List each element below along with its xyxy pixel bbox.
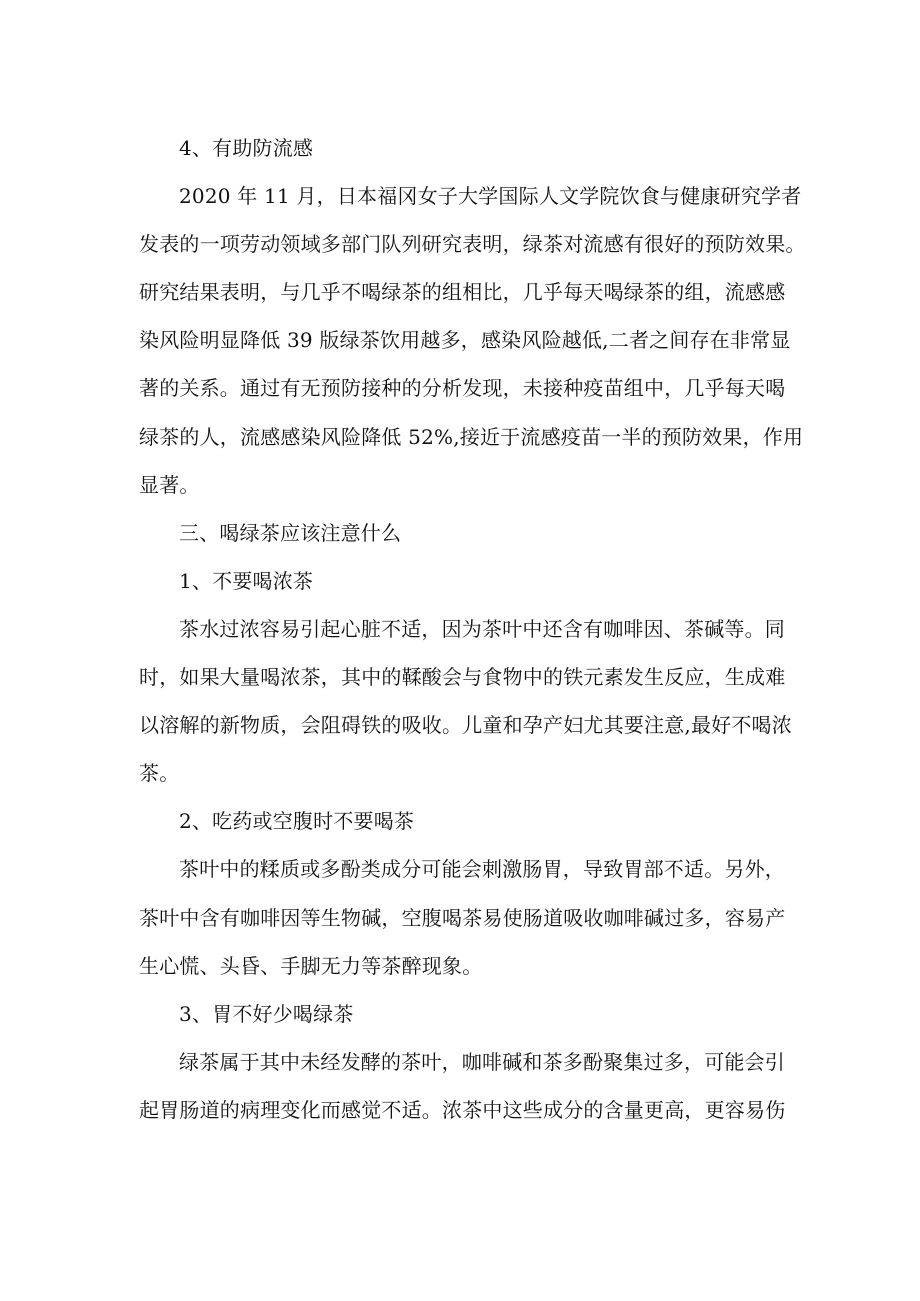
paragraph-line: 2020 年 11 月，日本福冈女子大学国际人文学院饮食与健康研究学者 [179,184,802,209]
paragraph-line: 起胃肠道的病理变化而感觉不适。浓茶中这些成分的含量更高，更容易伤 [139,1097,786,1122]
section-heading-strong-tea [139,557,784,605]
section-heading-stomach [139,990,784,1038]
heading-line: 1、不要喝浓茶 [179,568,314,593]
paragraph-line: 显著。 [139,472,200,497]
paragraph-line: 绿茶的人，流感感染风险降低 52%,接近于流感疫苗一半的预防效果，作用 [139,424,804,449]
heading-line: 3、胃不好少喝绿茶 [179,1001,354,1026]
paragraph-line: 绿茶属于其中未经发酵的茶叶，咖啡碱和茶多酚聚集过多，可能会引 [179,1049,785,1074]
paragraph-line: 茶水过浓容易引起心脏不适，因为茶叶中还含有咖啡因、茶碱等。同 [179,616,785,641]
paragraph-line: 茶叶中含有咖啡因等生物碱，空腹喝茶易使肠道吸收咖啡碱过多，容易产 [139,905,786,930]
paragraph-strong-tea [139,605,792,797]
paragraph-flu-research [139,172,806,509]
section-heading-precautions [139,509,784,557]
section-heading-empty-stomach [139,797,784,845]
paragraph-line: 茶。 [139,761,180,786]
paragraph-line: 以溶解的新物质，会阻碍铁的吸收。儿童和孕产妇尤其要注意,最好不喝浓 [139,713,792,738]
heading-line: 4、有助防流感 [179,136,314,160]
paragraph-line: 著的关系。通过有无预防接种的分析发现，未接种疫苗组中，几乎每天喝 [139,376,786,401]
section-heading-flu [139,124,784,172]
document-body [139,124,806,1134]
paragraph-stomach [139,1038,784,1134]
paragraph-line: 研究结果表明，与几乎不喝绿茶的组相比，几乎每天喝绿茶的组，流感感 [139,280,786,305]
paragraph-line: 茶叶中的糅质或多酚类成分可能会刺激肠胃，导致胃部不适。另外， [179,857,785,882]
paragraph-line: 染风险明显降低 39 版绿茶饮用越多，感染风险越低,二者之间存在非常显 [139,328,791,353]
paragraph-line: 发表的一项劳动领域多部门队列研究表明，绿茶对流感有很好的预防效果。 [139,232,806,257]
heading-line: 2、吃药或空腹时不要喝茶 [179,809,415,834]
paragraph-empty-stomach [139,845,784,989]
heading-line: 三、喝绿茶应该注意什么 [179,520,402,545]
paragraph-line: 生心慌、头昏、手脚无力等茶醉现象。 [139,953,483,978]
paragraph-line: 时，如果大量喝浓茶，其中的鞣酸会与食物中的铁元素发生反应，生成难 [139,665,786,690]
